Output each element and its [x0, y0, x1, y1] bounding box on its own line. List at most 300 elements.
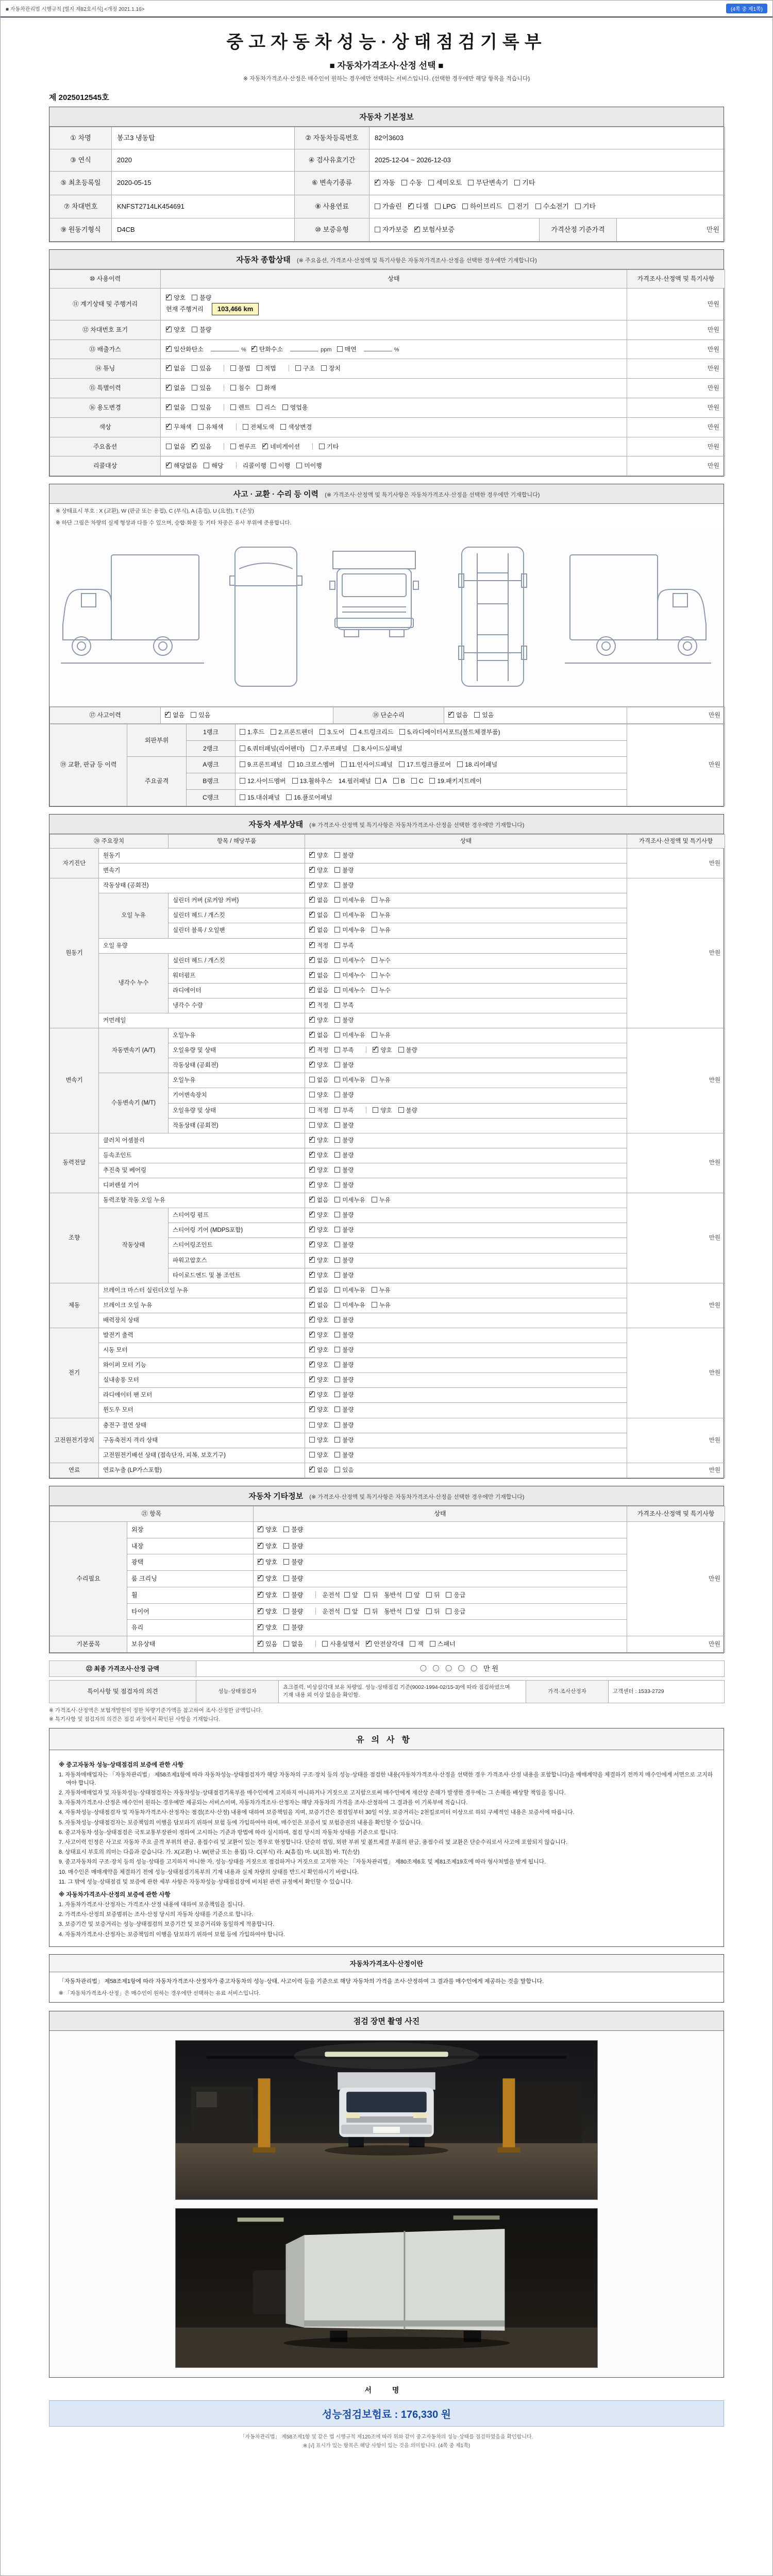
checkbox-box[interactable] [166, 346, 172, 352]
checkbox-option[interactable] [251, 345, 283, 354]
checkbox-option[interactable] [309, 1181, 328, 1190]
checkbox-box[interactable] [334, 1347, 340, 1352]
checkbox-box[interactable] [372, 1287, 377, 1293]
checkbox-option[interactable] [535, 202, 569, 211]
checkbox-box[interactable] [334, 1332, 340, 1337]
checkbox-option[interactable] [258, 1558, 277, 1567]
checkbox-box[interactable] [398, 1047, 404, 1053]
checkbox-box[interactable] [192, 444, 197, 449]
checkbox-box[interactable] [364, 1608, 370, 1614]
checkbox-option[interactable] [258, 1542, 277, 1551]
checkbox-option[interactable] [344, 1591, 358, 1600]
checkbox-box[interactable] [457, 761, 463, 767]
checkbox-option[interactable] [309, 1076, 328, 1084]
checkbox-option[interactable] [309, 1046, 328, 1055]
checkbox-box[interactable] [240, 745, 245, 751]
checkbox-option[interactable] [309, 957, 328, 965]
checkbox-option[interactable] [262, 443, 300, 451]
checkbox-box[interactable] [375, 227, 380, 232]
checkbox-box[interactable] [373, 1107, 378, 1113]
checkbox-option[interactable] [334, 1286, 365, 1295]
checkbox-box[interactable] [372, 927, 377, 933]
checkbox-option[interactable] [309, 867, 328, 875]
checkbox-option[interactable] [399, 728, 500, 737]
checkbox-option[interactable] [334, 1361, 354, 1369]
checkbox-option[interactable] [372, 1286, 391, 1295]
checkbox-box[interactable] [334, 852, 340, 858]
checkbox-box[interactable] [309, 1422, 315, 1428]
checkbox-option[interactable] [309, 1406, 328, 1414]
checkbox-box[interactable] [283, 1543, 289, 1549]
checkbox-option[interactable] [292, 777, 332, 786]
checkbox-option[interactable] [457, 760, 497, 769]
checkbox-option[interactable] [319, 443, 339, 451]
checkbox-option[interactable] [334, 1091, 354, 1099]
checkbox-box[interactable] [334, 1137, 340, 1143]
checkbox-option[interactable] [334, 1346, 354, 1354]
checkbox-option[interactable] [399, 760, 451, 769]
checkbox-option[interactable] [372, 896, 391, 905]
checkbox-box[interactable] [406, 1592, 412, 1598]
checkbox-option[interactable] [334, 1406, 354, 1414]
checkbox-box[interactable] [286, 794, 292, 800]
checkbox-option[interactable] [334, 1226, 354, 1234]
checkbox-option[interactable] [192, 403, 211, 412]
checkbox-option[interactable] [408, 202, 429, 211]
checkbox-box[interactable] [309, 1302, 315, 1308]
checkbox-option[interactable] [393, 777, 405, 786]
checkbox-box[interactable] [334, 1272, 340, 1278]
checkbox-option[interactable] [309, 852, 328, 860]
checkbox-option[interactable] [283, 1640, 303, 1649]
checkbox-box[interactable] [334, 942, 340, 948]
checkbox-option[interactable] [334, 1122, 354, 1130]
checkbox-box[interactable] [309, 882, 315, 888]
checkbox-box[interactable] [321, 365, 327, 371]
checkbox-option[interactable] [401, 178, 422, 188]
checkbox-option[interactable] [509, 202, 529, 211]
checkbox-box[interactable] [334, 1452, 340, 1458]
checkbox-box[interactable] [230, 404, 236, 410]
checkbox-option[interactable] [334, 1061, 354, 1070]
checkbox-option[interactable] [283, 1558, 303, 1567]
checkbox-option[interactable] [334, 1151, 354, 1160]
checkbox-box[interactable] [344, 1608, 350, 1614]
checkbox-option[interactable] [165, 711, 184, 720]
checkbox-option[interactable] [372, 972, 391, 980]
checkbox-box[interactable] [309, 1017, 315, 1023]
checkbox-option[interactable] [334, 1301, 365, 1310]
checkbox-box[interactable] [283, 1527, 289, 1532]
checkbox-option[interactable] [295, 364, 315, 373]
checkbox-box[interactable] [372, 972, 377, 978]
checkbox-option[interactable] [344, 1607, 358, 1616]
checkbox-box[interactable] [334, 1197, 340, 1202]
checkbox-box[interactable] [309, 1167, 315, 1173]
checkbox-box[interactable] [401, 180, 407, 185]
checkbox-box[interactable] [309, 972, 315, 978]
checkbox-box[interactable] [334, 1122, 340, 1128]
checkbox-box[interactable] [364, 1592, 370, 1598]
checkbox-option[interactable] [309, 1421, 328, 1430]
checkbox-box[interactable] [334, 897, 340, 903]
checkbox-box[interactable] [334, 1047, 340, 1053]
checkbox-box[interactable] [165, 712, 171, 718]
checkbox-box[interactable] [334, 1317, 340, 1323]
checkbox-box[interactable] [230, 444, 236, 449]
checkbox-box[interactable] [334, 1437, 340, 1443]
checkbox-box[interactable] [283, 1608, 289, 1614]
checkbox-box[interactable] [334, 1077, 340, 1082]
checkbox-box[interactable] [341, 761, 347, 767]
checkbox-option[interactable] [334, 1257, 354, 1265]
checkbox-box[interactable] [309, 1377, 315, 1382]
checkbox-option[interactable] [309, 987, 328, 995]
checkbox-box[interactable] [166, 295, 172, 300]
checkbox-option[interactable] [334, 1002, 354, 1010]
checkbox-option[interactable] [309, 1316, 328, 1325]
checkbox-option[interactable] [283, 1607, 303, 1616]
checkbox-option[interactable] [373, 1107, 392, 1115]
checkbox-box[interactable] [334, 912, 340, 918]
checkbox-box[interactable] [192, 327, 197, 332]
checkbox-box[interactable] [257, 404, 262, 410]
checkbox-option[interactable] [240, 793, 280, 802]
checkbox-option[interactable] [309, 1451, 328, 1460]
checkbox-option[interactable] [230, 403, 250, 412]
checkbox-box[interactable] [309, 912, 315, 918]
checkbox-box[interactable] [435, 204, 441, 209]
checkbox-option[interactable] [372, 1031, 391, 1040]
checkbox-box[interactable] [414, 227, 420, 232]
checkbox-option[interactable] [283, 1526, 303, 1534]
checkbox-box[interactable] [334, 1227, 340, 1232]
checkbox-box[interactable] [372, 1197, 377, 1202]
checkbox-box[interactable] [408, 204, 414, 209]
checkbox-option[interactable] [166, 462, 197, 470]
checkbox-option[interactable] [514, 178, 535, 188]
checkbox-option[interactable] [280, 423, 312, 432]
checkbox-option[interactable] [311, 744, 347, 753]
checkbox-box[interactable] [334, 1392, 340, 1397]
checkbox-box[interactable] [372, 897, 377, 903]
checkbox-option[interactable] [337, 345, 357, 354]
checkbox-box[interactable] [411, 778, 417, 784]
checkbox-box[interactable] [372, 957, 377, 963]
checkbox-box[interactable] [251, 346, 257, 352]
checkbox-option[interactable] [426, 1607, 440, 1616]
checkbox-option[interactable] [334, 1181, 354, 1190]
checkbox-box[interactable] [448, 712, 454, 718]
checkbox-box[interactable] [372, 987, 377, 993]
checkbox-option[interactable] [309, 1031, 328, 1040]
checkbox-option[interactable] [309, 926, 328, 935]
checkbox-option[interactable] [430, 1640, 456, 1649]
checkbox-option[interactable] [322, 1640, 360, 1649]
checkbox-box[interactable] [406, 1608, 412, 1614]
checkbox-option[interactable] [309, 1061, 328, 1070]
checkbox-option[interactable] [243, 423, 274, 432]
checkbox-box[interactable] [240, 794, 245, 800]
checkbox-box[interactable] [334, 1257, 340, 1263]
checkbox-option[interactable] [334, 1076, 365, 1084]
checkbox-box[interactable] [399, 729, 405, 735]
checkbox-box[interactable] [191, 712, 196, 718]
checkbox-box[interactable] [372, 1302, 377, 1308]
checkbox-box[interactable] [309, 1212, 315, 1217]
checkbox-box[interactable] [283, 1624, 289, 1630]
checkbox-box[interactable] [257, 365, 262, 371]
checkbox-box[interactable] [258, 1575, 263, 1581]
checkbox-box[interactable] [334, 1242, 340, 1247]
checkbox-option[interactable] [191, 711, 210, 720]
checkbox-box[interactable] [166, 424, 172, 430]
checkbox-box[interactable] [258, 1624, 263, 1630]
checkbox-option[interactable] [309, 1436, 328, 1445]
checkbox-option[interactable] [309, 1226, 328, 1234]
checkbox-option[interactable] [192, 364, 211, 373]
checkbox-option[interactable] [428, 178, 462, 188]
checkbox-option[interactable] [240, 744, 305, 753]
checkbox-box[interactable] [372, 1032, 377, 1038]
checkbox-box[interactable] [309, 1347, 315, 1352]
checkbox-box[interactable] [198, 424, 204, 430]
checkbox-box[interactable] [334, 1167, 340, 1173]
checkbox-box[interactable] [283, 1559, 289, 1565]
checkbox-option[interactable] [435, 202, 456, 211]
checkbox-option[interactable] [240, 760, 282, 769]
checkbox-option[interactable] [375, 777, 387, 786]
checkbox-option[interactable] [166, 423, 192, 432]
checkbox-box[interactable] [309, 1392, 315, 1397]
checkbox-option[interactable] [271, 462, 290, 470]
checkbox-option[interactable] [271, 728, 313, 737]
checkbox-option[interactable] [406, 1607, 420, 1616]
checkbox-box[interactable] [372, 1077, 377, 1082]
checkbox-box[interactable] [468, 180, 474, 185]
checkbox-box[interactable] [309, 867, 315, 873]
checkbox-option[interactable] [446, 1607, 465, 1616]
checkbox-option[interactable] [320, 728, 344, 737]
checkbox-option[interactable] [334, 1421, 354, 1430]
checkbox-option[interactable] [230, 384, 250, 393]
checkbox-box[interactable] [375, 204, 380, 209]
checkbox-option[interactable] [372, 1196, 391, 1205]
checkbox-box[interactable] [309, 957, 315, 963]
checkbox-option[interactable] [258, 1574, 277, 1583]
checkbox-box[interactable] [309, 1317, 315, 1323]
checkbox-option[interactable] [309, 1376, 328, 1384]
checkbox-option[interactable] [198, 423, 224, 432]
checkbox-option[interactable] [257, 364, 276, 373]
checkbox-box[interactable] [309, 1107, 315, 1113]
checkbox-box[interactable] [309, 1242, 315, 1247]
checkbox-option[interactable] [309, 942, 328, 950]
checkbox-box[interactable] [309, 1437, 315, 1443]
checkbox-box[interactable] [166, 365, 172, 371]
checkbox-option[interactable] [364, 1607, 378, 1616]
checkbox-box[interactable] [166, 404, 172, 410]
checkbox-option[interactable] [192, 326, 211, 334]
checkbox-option[interactable] [462, 202, 502, 211]
checkbox-box[interactable] [334, 1032, 340, 1038]
checkbox-option[interactable] [446, 1591, 465, 1600]
checkbox-box[interactable] [280, 424, 286, 430]
checkbox-option[interactable] [341, 760, 393, 769]
checkbox-option[interactable] [372, 957, 391, 965]
checkbox-option[interactable] [166, 443, 186, 451]
checkbox-option[interactable] [429, 777, 481, 786]
checkbox-box[interactable] [334, 1182, 340, 1188]
checkbox-option[interactable] [414, 225, 455, 234]
checkbox-box[interactable] [334, 1092, 340, 1097]
checkbox-option[interactable] [166, 364, 186, 373]
checkbox-option[interactable] [334, 972, 365, 980]
checkbox-option[interactable] [372, 911, 391, 920]
checkbox-box[interactable] [334, 1287, 340, 1293]
checkbox-option[interactable] [257, 384, 276, 393]
checkbox-box[interactable] [334, 1107, 340, 1113]
checkbox-option[interactable] [334, 1436, 354, 1445]
checkbox-option[interactable] [372, 926, 391, 935]
checkbox-box[interactable] [334, 927, 340, 933]
checkbox-option[interactable] [309, 1196, 328, 1205]
checkbox-box[interactable] [243, 424, 248, 430]
checkbox-box[interactable] [192, 295, 197, 300]
checkbox-box[interactable] [283, 1592, 289, 1598]
checkbox-box[interactable] [192, 365, 197, 371]
checkbox-box[interactable] [309, 1137, 315, 1143]
checkbox-option[interactable] [321, 364, 341, 373]
checkbox-option[interactable] [309, 1122, 328, 1130]
checkbox-box[interactable] [319, 444, 325, 449]
checkbox-box[interactable] [309, 852, 315, 858]
checkbox-option[interactable] [166, 294, 186, 302]
checkbox-box[interactable] [309, 1362, 315, 1367]
blank-field[interactable] [211, 345, 239, 351]
checkbox-option[interactable] [309, 1466, 328, 1475]
checkbox-box[interactable] [289, 761, 294, 767]
checkbox-option[interactable] [258, 1591, 277, 1600]
checkbox-box[interactable] [257, 385, 262, 391]
checkbox-option[interactable] [309, 1346, 328, 1354]
checkbox-option[interactable] [334, 896, 365, 905]
checkbox-box[interactable] [322, 1641, 328, 1647]
checkbox-option[interactable] [192, 443, 211, 451]
checkbox-box[interactable] [334, 1406, 340, 1412]
checkbox-option[interactable] [334, 942, 354, 950]
checkbox-box[interactable] [428, 180, 434, 185]
checkbox-option[interactable] [283, 1623, 303, 1632]
checkbox-box[interactable] [282, 404, 288, 410]
checkbox-box[interactable] [375, 778, 381, 784]
blank-field[interactable] [290, 345, 318, 351]
checkbox-option[interactable] [364, 1591, 378, 1600]
checkbox-option[interactable] [204, 462, 223, 470]
checkbox-option[interactable] [468, 178, 508, 188]
checkbox-box[interactable] [320, 729, 325, 735]
checkbox-box[interactable] [334, 987, 340, 993]
checkbox-box[interactable] [410, 1641, 415, 1647]
checkbox-box[interactable] [334, 867, 340, 873]
checkbox-option[interactable] [257, 403, 276, 412]
checkbox-option[interactable] [334, 1376, 354, 1384]
checkbox-option[interactable] [166, 403, 186, 412]
checkbox-option[interactable] [334, 1031, 365, 1040]
checkbox-box[interactable] [230, 385, 236, 391]
checkbox-option[interactable] [373, 1046, 392, 1055]
checkbox-option[interactable] [309, 1286, 328, 1295]
checkbox-option[interactable] [334, 1046, 354, 1055]
checkbox-box[interactable] [334, 1377, 340, 1382]
checkbox-option[interactable] [258, 1640, 277, 1649]
checkbox-box[interactable] [166, 444, 172, 449]
checkbox-box[interactable] [309, 1092, 315, 1097]
checkbox-box[interactable] [375, 180, 380, 185]
checkbox-option[interactable] [334, 1107, 354, 1115]
checkbox-box[interactable] [309, 1122, 315, 1128]
checkbox-box[interactable] [309, 1467, 315, 1472]
checkbox-box[interactable] [166, 385, 172, 391]
checkbox-box[interactable] [309, 1406, 315, 1412]
checkbox-option[interactable] [230, 443, 256, 451]
checkbox-box[interactable] [344, 1592, 350, 1598]
checkbox-box[interactable] [309, 1452, 315, 1458]
checkbox-option[interactable] [334, 926, 365, 935]
checkbox-option[interactable] [309, 1107, 328, 1115]
checkbox-option[interactable] [375, 225, 408, 234]
checkbox-box[interactable] [292, 778, 298, 784]
checkbox-box[interactable] [166, 327, 172, 332]
checkbox-option[interactable] [309, 1391, 328, 1399]
checkbox-box[interactable] [262, 444, 268, 449]
checkbox-option[interactable] [350, 728, 393, 737]
checkbox-box[interactable] [271, 463, 276, 468]
checkbox-box[interactable] [166, 463, 172, 468]
checkbox-box[interactable] [311, 745, 316, 751]
checkbox-box[interactable] [240, 729, 245, 735]
checkbox-box[interactable] [309, 1182, 315, 1188]
checkbox-option[interactable] [334, 1196, 365, 1205]
checkbox-option[interactable] [334, 882, 354, 890]
checkbox-box[interactable] [258, 1527, 263, 1532]
checkbox-option[interactable] [372, 1301, 391, 1310]
checkbox-option[interactable] [286, 793, 332, 802]
checkbox-option[interactable] [309, 1137, 328, 1145]
checkbox-box[interactable] [462, 204, 468, 209]
checkbox-option[interactable] [334, 867, 354, 875]
checkbox-box[interactable] [334, 1422, 340, 1428]
checkbox-box[interactable] [309, 1032, 315, 1038]
checkbox-option[interactable] [334, 1272, 354, 1280]
checkbox-option[interactable] [426, 1591, 440, 1600]
checkbox-option[interactable] [283, 1574, 303, 1583]
blank-field[interactable] [364, 345, 392, 351]
checkbox-option[interactable] [334, 957, 365, 965]
checkbox-box[interactable] [230, 365, 236, 371]
checkbox-box[interactable] [309, 1047, 315, 1053]
checkbox-option[interactable] [309, 1272, 328, 1280]
checkbox-box[interactable] [309, 942, 315, 948]
checkbox-option[interactable] [334, 1451, 354, 1460]
checkbox-box[interactable] [309, 1152, 315, 1158]
checkbox-box[interactable] [296, 463, 302, 468]
checkbox-box[interactable] [309, 1077, 315, 1082]
checkbox-option[interactable] [334, 1466, 354, 1475]
checkbox-option[interactable] [334, 1137, 354, 1145]
checkbox-option[interactable] [309, 1016, 328, 1025]
checkbox-option[interactable] [230, 364, 250, 373]
